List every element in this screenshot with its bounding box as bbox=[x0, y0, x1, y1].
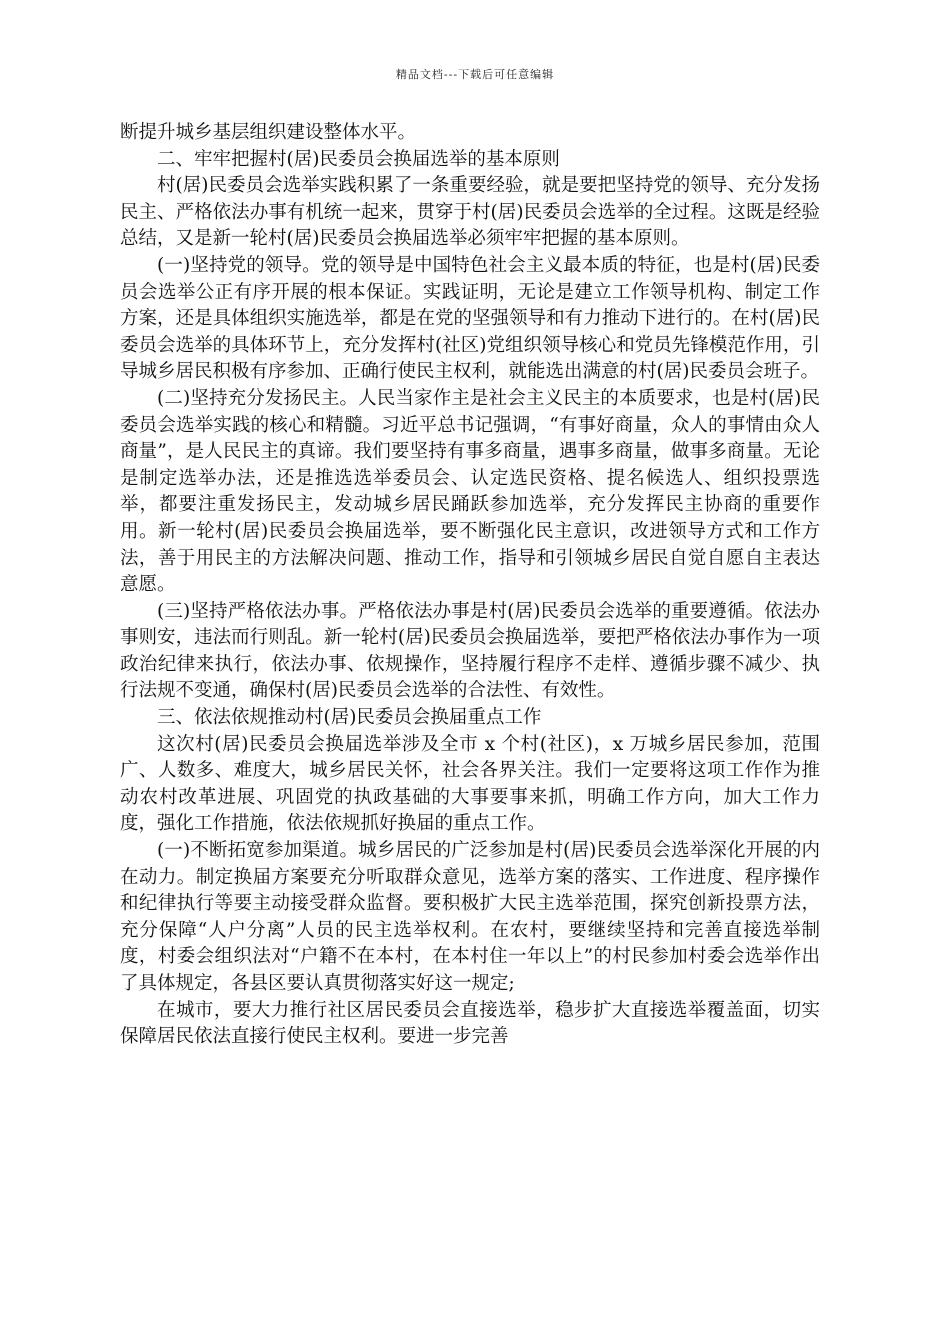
paragraph-participation: (一)不断拓宽参加渠道。城乡居民的广泛参加是村(居)民委员会选举深化开展的内在动力。制定换届方案要充分听取群众意见，选举方案的落实、工作进度、程序操作和纪律执行等要主动接受群众监督。要积极扩大民主选举范围，探究创新投票方法，充分保障“人户分离”人员的民主选举权利。在农村，要继续坚持和完善直接选举制度，村委会组织法对“户籍不在本村，在本村住一年以上”的村民参加村委会选举作出了具体规定，各县区要认真贯彻落实好这一规定; bbox=[120, 840, 820, 994]
paragraph-rule-of-law: (三)坚持严格依法办事。严格依法办事是村(居)民委员会选举的重要遵循。依法办事则安，违法而行则乱。新一轮村(居)民委员会换届选举，要把严格依法办事作为一项政治纪律来执行，依法办事、依规操作，坚持履行程序不走样、遵循步骤不减少、执行法规不变通，确保村(居)民委员会选举的合法性、有效性。 bbox=[120, 600, 820, 702]
section-heading-3: 三、依法依规推动村(居)民委员会换届重点工作 bbox=[157, 707, 542, 729]
paragraph: 这次村(居)民委员会换届选举涉及全市 x 个村(社区)，x 万城乡居民参加，范围广、人数多、难度大，城乡居民关怀，社会各界关注。我们一定要将这项工作作为推动农村改革进展、巩固党的执政基础的大事要事来抓，明确工作方向，加大工作力度，强化工作措施，依法依规抓好换届的重点工作。 bbox=[120, 733, 820, 835]
paragraph-party-leadership: (一)坚持党的领导。党的领导是中国特色社会主义最本质的特征，也是村(居)民委员会选举公正有序开展的根本保证。实践证明，无论是建立工作领导机构、制定工作方案，还是具体组织实施选举，都是在党的坚强领导和有力推动下进行的。在村(居)民委员会选举的具体环节上，充分发挥村(社区)党组织领导核心和党员先锋模范作用，引导城乡居民积极有序参加、正确行使民主权利，就能选出满意的村(居)民委员会班子。 bbox=[120, 254, 820, 383]
page-header: 精品文档---下载后可任意编辑 bbox=[395, 68, 555, 81]
paragraph: 在城市，要大力推行社区居民委员会直接选举，稳步扩大直接选举覆盖面，切实保障居民依法直接行使民主权利。要进一步完善 bbox=[120, 999, 820, 1048]
paragraph: 村(居)民委员会选举实践积累了一条重要经验，就是要把坚持党的领导、充分发扬民主、严格依法办事有机统一起来，贯穿于村(居)民委员会选举的全过程。这既是经验总结，又是新一轮村(居)民委员会换届选举必须牢牢把握的基本原则。 bbox=[120, 175, 820, 250]
paragraph-continuation: 断提升城乡基层组织建设整体水平。 bbox=[120, 122, 417, 143]
paragraph-democracy: (二)坚持充分发扬民主。人民当家作主是社会主义民主的本质要求，也是村(居)民委员会选举实践的核心和精髓。习近平总书记强调，“有事好商量，众人的事情由众人商量”，是人民民主的真谛。我们要坚持有事多商量，遇事多商量，做事多商量。无论是制定选举办法，还是推选选举委员会、认定选民资格、提名候选人、组织投票选举，都要注重发扬民主，发动城乡居民踊跃参加选举，充分发挥民主协商的重要作用。新一轮村(居)民委员会换届选举，要不断强化民主意识，改进领导方式和工作方法，善于用民主的方法解决问题、推动工作，指导和引领城乡居民自觉自愿自主表达意愿。 bbox=[120, 387, 820, 596]
section-heading-2: 二、牢牢把握村(居)民委员会换届选举的基本原则 bbox=[157, 148, 560, 170]
document-body bbox=[120, 120, 820, 1051]
